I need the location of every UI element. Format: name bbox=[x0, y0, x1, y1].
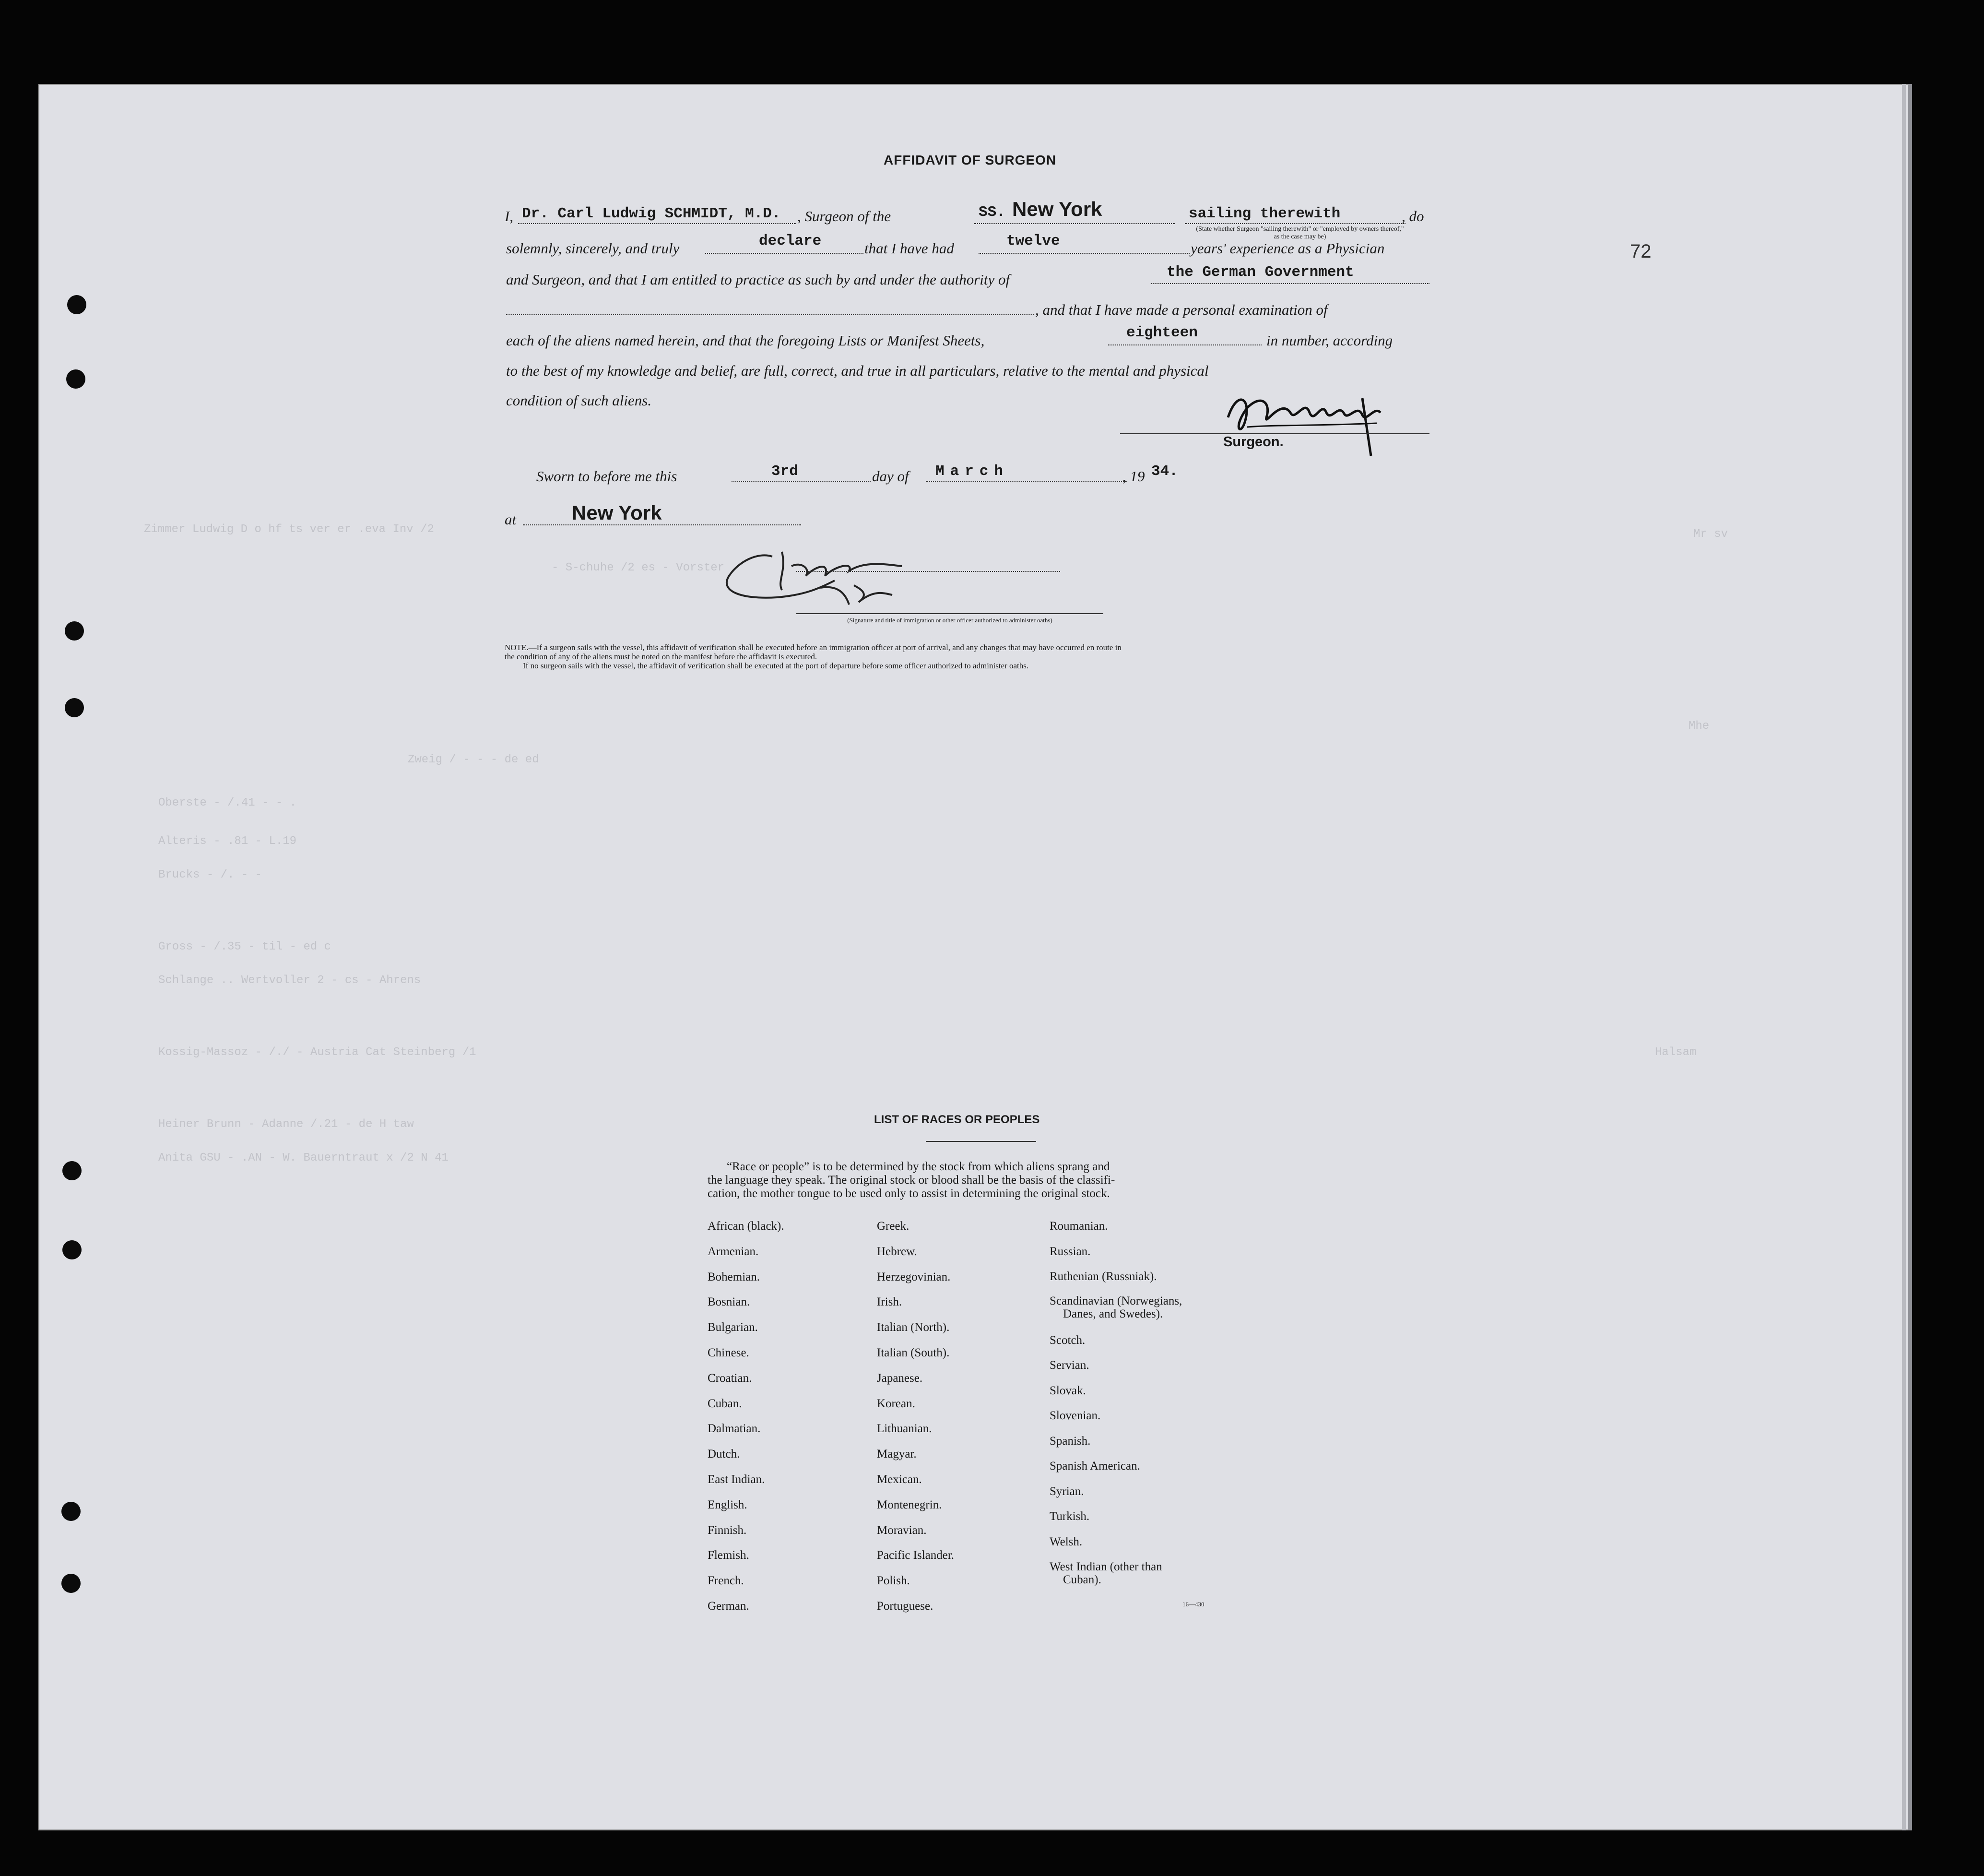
blank-line bbox=[523, 524, 801, 525]
race-item: Moravian. bbox=[877, 1523, 927, 1537]
blank-line bbox=[926, 481, 1127, 482]
text-experience: years' experience as a Physician bbox=[1191, 240, 1385, 257]
blank-line bbox=[1151, 283, 1429, 284]
sailing-status: sailing therewith bbox=[1189, 205, 1341, 222]
blank-line bbox=[705, 253, 863, 254]
race-item: Italian (North). bbox=[877, 1321, 950, 1334]
race-item: Hebrew. bbox=[877, 1245, 917, 1258]
sworn-year: 34. bbox=[1151, 463, 1178, 480]
race-item: Roumanian. bbox=[1050, 1220, 1108, 1233]
binder-hole bbox=[62, 1240, 82, 1259]
race-item: Italian (South). bbox=[877, 1346, 950, 1359]
race-item: Magyar. bbox=[877, 1448, 917, 1461]
races-title: LIST OF RACES OR PEOPLES bbox=[874, 1113, 1040, 1126]
text-sworn: Sworn to before me this bbox=[536, 468, 677, 485]
race-item: Lithuanian. bbox=[877, 1422, 932, 1436]
signature-line bbox=[796, 613, 1103, 614]
text-i: I, bbox=[505, 208, 514, 225]
declare-value: declare bbox=[759, 233, 822, 249]
binder-hole bbox=[61, 1574, 81, 1593]
blank-line bbox=[1108, 344, 1262, 345]
blank-line bbox=[974, 223, 1175, 224]
blank-line bbox=[506, 314, 1034, 315]
ship-prefix: SS. bbox=[979, 204, 1005, 221]
binder-hole bbox=[65, 698, 84, 717]
race-item: Portuguese. bbox=[877, 1600, 933, 1613]
race-item: Spanish. bbox=[1050, 1435, 1091, 1448]
races-intro-line: cation, the mother tongue to be used only to assist in determining the original stock. bbox=[708, 1187, 1110, 1200]
race-item: Montenegrin. bbox=[877, 1498, 942, 1511]
text-in-number: in number, according bbox=[1266, 332, 1393, 349]
race-item: Bohemian. bbox=[708, 1270, 760, 1283]
race-item: Pacific Islander. bbox=[877, 1549, 955, 1562]
binder-hole bbox=[66, 369, 85, 389]
race-item: Greek. bbox=[877, 1220, 909, 1233]
race-item: Croatian. bbox=[708, 1371, 752, 1385]
sheets-count: eighteen bbox=[1126, 324, 1198, 341]
text-authority: and Surgeon, and that I am entitled to practice as such by and under the authority of bbox=[506, 271, 1010, 288]
surgeon-name: Dr. Carl Ludwig SCHMIDT, M.D. bbox=[522, 205, 781, 222]
races-intro-line: the language they speak. The original stock or blood shall be the basis of the classifi- bbox=[708, 1174, 1115, 1187]
ship-name: New York bbox=[1012, 198, 1102, 220]
text-do: , do bbox=[1402, 208, 1424, 225]
binder-hole bbox=[62, 1161, 82, 1180]
official-caption: (Signature and title of immigration or other officer authorized to administer oaths) bbox=[847, 617, 1052, 624]
race-item: Cuban. bbox=[708, 1397, 742, 1410]
race-item: Servian. bbox=[1050, 1359, 1089, 1372]
form-number: 16—430 bbox=[1182, 1601, 1205, 1608]
years-experience: twelve bbox=[1006, 233, 1060, 249]
race-item: Dutch. bbox=[708, 1448, 740, 1461]
blank-line bbox=[518, 223, 796, 224]
blank-line bbox=[796, 571, 1060, 572]
race-item: Bulgarian. bbox=[708, 1321, 758, 1334]
note-line-2: the condition of any of the aliens must be noted on the manifest before the affidavit is executed. bbox=[505, 652, 817, 661]
text-condition: condition of such aliens. bbox=[506, 392, 652, 409]
race-item: Scotch. bbox=[1050, 1334, 1086, 1347]
race-item: East Indian. bbox=[708, 1473, 765, 1486]
race-item: Dalmatian. bbox=[708, 1422, 761, 1436]
race-item: Japanese. bbox=[877, 1371, 923, 1385]
race-item: Slovak. bbox=[1050, 1384, 1086, 1397]
blank-line bbox=[732, 481, 871, 482]
binder-hole bbox=[67, 295, 86, 314]
race-item: German. bbox=[708, 1600, 749, 1613]
race-item: African (black). bbox=[708, 1220, 784, 1233]
race-item: Korean. bbox=[877, 1397, 915, 1410]
race-item: Finnish. bbox=[708, 1523, 747, 1537]
sailing-note: (State whether Surgeon "sailing therewith" or "employed by owners thereof," as the case may be) bbox=[1196, 226, 1404, 240]
page-number: 72 bbox=[1630, 241, 1652, 262]
race-item: Slovenian. bbox=[1050, 1409, 1101, 1422]
text-at: at bbox=[505, 511, 517, 528]
race-item: Ruthenian (Russniak). bbox=[1050, 1270, 1157, 1283]
text-surgeon-of-the: , Surgeon of the bbox=[797, 208, 891, 225]
blank-line bbox=[1185, 223, 1405, 224]
race-item: Flemish. bbox=[708, 1549, 749, 1562]
text-solemnly: solemnly, sincerely, and truly bbox=[506, 240, 680, 257]
page-edge bbox=[1902, 84, 1906, 1830]
race-item: Syrian. bbox=[1050, 1485, 1084, 1498]
race-item: Herzegovinian. bbox=[877, 1270, 951, 1283]
note-line-3: If no surgeon sails with the vessel, the affidavit of verification shall be executed at the port of departure before some officer authorized to administer oaths. bbox=[523, 661, 1029, 670]
text-year-prefix: , 19 bbox=[1122, 468, 1145, 485]
race-item: Irish. bbox=[877, 1295, 902, 1309]
sworn-day: 3rd bbox=[771, 463, 798, 480]
race-item: Bosnian. bbox=[708, 1295, 750, 1309]
race-item: Turkish. bbox=[1050, 1510, 1090, 1523]
race-item: West Indian (other than bbox=[1050, 1560, 1162, 1573]
race-item: Spanish American. bbox=[1050, 1460, 1140, 1472]
affidavit-title: AFFIDAVIT OF SURGEON bbox=[884, 153, 1057, 167]
race-item: Welsh. bbox=[1050, 1535, 1083, 1548]
sworn-month: March bbox=[935, 463, 1009, 480]
title-rule bbox=[926, 1141, 1036, 1142]
blank-line bbox=[979, 253, 1190, 254]
race-item: Danes, and Swedes). bbox=[1063, 1307, 1163, 1320]
race-item: French. bbox=[708, 1574, 744, 1588]
races-intro-line: “Race or people” is to be determined by the stock from which aliens sprang and bbox=[727, 1160, 1110, 1173]
race-item: English. bbox=[708, 1498, 747, 1511]
races-intro bbox=[708, 1160, 1221, 1200]
page-edge bbox=[1908, 84, 1912, 1830]
binder-hole bbox=[65, 621, 84, 641]
authority-value: the German Government bbox=[1167, 264, 1354, 281]
race-item: Armenian. bbox=[708, 1245, 759, 1258]
text-best-knowledge: to the best of my knowledge and belief, are full, correct, and true in all particulars, relative to the mental and physical bbox=[506, 362, 1209, 379]
race-item: Cuban). bbox=[1063, 1573, 1101, 1586]
surgeon-label: Surgeon. bbox=[1223, 434, 1284, 450]
race-item: Chinese. bbox=[708, 1346, 749, 1359]
note-line-1: NOTE.—If a surgeon sails with the vessel, this affidavit of verification shall be executed before an immigration officer at port of arrival, and any changes that may have occurred en route in bbox=[505, 643, 1122, 652]
official-signature bbox=[710, 542, 998, 614]
text-manifest-sheets: each of the aliens named herein, and that the foregoing Lists or Manifest Sheets, bbox=[506, 332, 985, 349]
sworn-place: New York bbox=[572, 501, 662, 524]
race-item: Polish. bbox=[877, 1574, 910, 1588]
race-item: Mexican. bbox=[877, 1473, 922, 1486]
text-that-i-have-had: that I have had bbox=[864, 240, 954, 257]
race-item: Russian. bbox=[1050, 1245, 1091, 1258]
binder-hole bbox=[61, 1502, 81, 1521]
text-day-of: day of bbox=[872, 468, 909, 485]
text-personal-examination: , and that I have made a personal examination of bbox=[1035, 301, 1328, 318]
race-item: Scandinavian (Norwegians, bbox=[1050, 1294, 1182, 1307]
